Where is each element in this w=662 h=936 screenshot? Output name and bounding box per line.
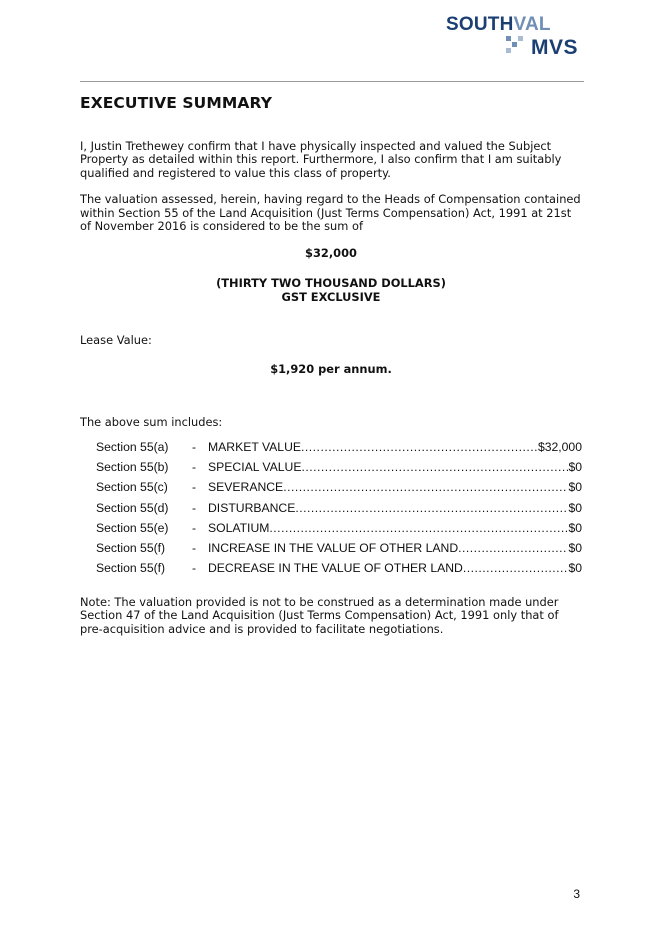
section-number: Section 55(b) <box>96 459 169 474</box>
dot-leader <box>295 501 568 515</box>
compensation-value: $0 <box>568 541 582 556</box>
compensation-list <box>80 440 582 582</box>
page-number: 3 <box>573 887 580 901</box>
compensation-value: $0 <box>568 520 582 535</box>
list-item <box>80 521 582 541</box>
head-of-compensation: SPECIAL VALUE <box>208 459 302 474</box>
lease-value: $1,920 per annum. <box>270 361 392 376</box>
header-divider <box>80 81 584 82</box>
dot-leader <box>301 460 568 474</box>
list-item <box>80 541 582 561</box>
head-of-compensation: DECREASE IN THE VALUE OF OTHER LAND <box>208 561 463 576</box>
company-logo <box>446 14 578 64</box>
logo-wordmark-bottom: MVS <box>530 36 578 59</box>
section-number: Section 55(a) <box>96 439 169 454</box>
page-title: EXECUTIVE SUMMARY <box>80 94 273 112</box>
compensation-value: $0 <box>568 500 582 515</box>
valuation-amount-words: (THIRTY TWO THOUSAND DOLLARS) <box>216 276 446 291</box>
dot-leader <box>301 440 538 454</box>
head-of-compensation: SOLATIUM <box>208 520 270 535</box>
list-item <box>80 460 582 480</box>
separator: - <box>191 500 197 515</box>
list-item <box>80 501 582 521</box>
section-number: Section 55(f) <box>96 561 166 576</box>
section-number: Section 55(f) <box>96 541 166 556</box>
section-number: Section 55(d) <box>96 500 169 515</box>
section-number: Section 55(e) <box>96 520 169 535</box>
head-of-compensation: DISTURBANCE <box>208 500 296 515</box>
lease-value-label: Lease Value: <box>80 333 152 348</box>
valuation-paragraph: The valuation assessed, herein, having regard to the Heads of Compensation contained within Section 55 of the Land Acquisition (Just Terms Compensation) Act, 1991 at 21st of November 2016 is considered to be the sum of <box>80 192 581 234</box>
gst-status: GST EXCLUSIVE <box>281 289 381 304</box>
separator: - <box>191 541 197 556</box>
head-of-compensation: INCREASE IN THE VALUE OF OTHER LAND <box>208 541 459 556</box>
head-of-compensation: SEVERANCE <box>208 480 284 495</box>
dot-leader <box>458 541 568 555</box>
compensation-value: $32,000 <box>537 439 582 454</box>
logo-squares-icon <box>506 36 524 54</box>
logo-wordmark-top: SOUTHVAL <box>446 14 551 35</box>
dot-leader <box>269 521 568 535</box>
separator: - <box>191 459 197 474</box>
separator: - <box>191 480 197 495</box>
confirmation-paragraph: I, Justin Trethewey confirm that I have physically inspected and valued the Subject Property as detailed within this report. Furthermore, I also confirm that I am suitably qualified and registered to value this class of property. <box>80 139 562 180</box>
separator: - <box>191 520 197 535</box>
head-of-compensation: MARKET VALUE <box>208 439 302 454</box>
section-number: Section 55(c) <box>96 480 168 495</box>
dot-leader <box>463 561 569 575</box>
separator: - <box>191 561 197 576</box>
dot-leader <box>283 480 568 494</box>
compensation-value: $0 <box>568 561 582 576</box>
list-item <box>80 440 582 460</box>
list-item <box>80 561 582 581</box>
disclaimer-note: Note: The valuation provided is not to be construed as a determination made under Section 47 of the Land Acquisition (Just Terms Compensation) Act, 1991 only that of pre-acquisition advice and is provided to facilitate negotiations. <box>80 594 559 636</box>
list-item <box>80 480 582 500</box>
includes-label: The above sum includes: <box>80 415 223 430</box>
compensation-value: $0 <box>568 459 582 474</box>
document-body <box>80 94 582 636</box>
valuation-amount: $32,000 <box>305 246 357 261</box>
compensation-value: $0 <box>568 480 582 495</box>
separator: - <box>191 439 197 454</box>
